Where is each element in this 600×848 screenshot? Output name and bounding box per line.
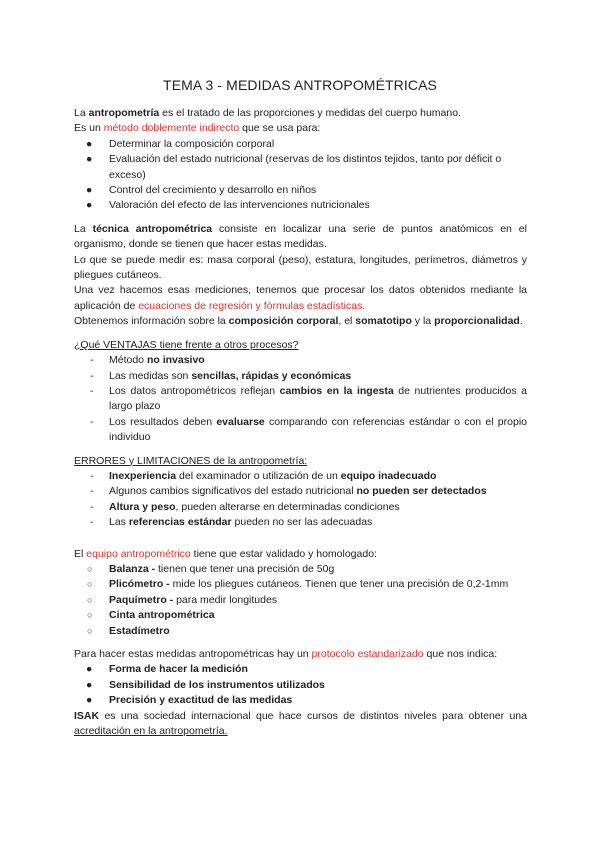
bullet-icon: ● <box>86 678 93 691</box>
text: La <box>74 222 93 235</box>
term-antropometria: antropometría <box>88 107 160 119</box>
text: Las <box>109 516 129 529</box>
text: que se usa para: <box>239 122 321 135</box>
text: que nos indica: <box>423 648 498 660</box>
equipo-paragraph <box>74 547 527 562</box>
dash-icon: - <box>90 516 94 529</box>
list-item <box>74 562 527 577</box>
bullet-icon: ● <box>86 694 93 707</box>
text: tiene que estar validado y homologado: <box>190 547 377 560</box>
list-item <box>74 577 527 592</box>
bold-text: no invasivo <box>146 354 205 367</box>
text: El <box>74 547 87 560</box>
bullet-icon: ● <box>86 137 93 150</box>
text: consiste en localizar una serie de puntos anatómicos en el organismo, donde se tienen que hacer estas medidas. <box>74 222 527 251</box>
text: es una sociedad internacional que hace cursos de distintos niveles para obtener una <box>99 709 527 722</box>
text: mide los pliegues cutáneos. Tienen que tener una precisión de 0,2-1mm <box>172 578 509 591</box>
text: Para hacer estas medidas antropométricas hay un <box>74 648 312 660</box>
dash-icon: - <box>90 369 94 382</box>
ventajas-heading <box>74 338 527 353</box>
list-item <box>74 662 527 677</box>
uses-list <box>74 137 527 214</box>
text: Los datos antropométricos reflejan <box>109 384 280 397</box>
bold-text: equipo inadecuado <box>340 469 437 482</box>
protocolo-list <box>74 662 527 708</box>
list-item <box>74 384 527 415</box>
circle-bullet-icon: ○ <box>87 610 93 621</box>
document-body <box>74 106 527 739</box>
term-tecnica: técnica antropométrica <box>92 222 213 235</box>
dash-icon: - <box>90 384 94 397</box>
text: . <box>519 315 523 328</box>
dash-icon: - <box>90 354 94 367</box>
bold-text: no pueden ser detectados <box>356 485 487 498</box>
text: para medir longitudes <box>176 593 278 606</box>
highlight-ecuaciones: ecuaciones de regresión y fórmulas estadísticas. <box>138 299 366 312</box>
text: Una vez hacemos esas mediciones, tenemos que procesar los datos obtenidos mediante la aplicación de <box>74 284 527 312</box>
list-item <box>74 415 527 446</box>
list-item <box>74 137 527 152</box>
ventajas-list <box>74 353 527 445</box>
equipo-list <box>74 562 527 639</box>
bold-text: Cinta antropométrica <box>109 609 215 622</box>
text: La <box>74 107 89 119</box>
list-item <box>74 469 527 484</box>
list-item <box>74 369 527 384</box>
list-item <box>74 608 527 623</box>
highlight-protocolo: protocolo estandarizado <box>311 648 424 660</box>
list-item <box>74 515 527 530</box>
bold-text: referencias estándar <box>128 516 232 529</box>
list-item <box>74 500 527 515</box>
intro-method <box>74 121 527 136</box>
highlight-metodo: método doblemente indirecto <box>103 122 240 135</box>
circle-bullet-icon: ○ <box>87 579 93 590</box>
medir-paragraph: Lo que se puede medir es: masa corporal (peso), estatura, longitudes, perímetros, diámetros y pliegues cutáneos. <box>74 253 527 282</box>
list-item <box>74 678 527 693</box>
dash-icon: - <box>90 485 94 498</box>
text: Método <box>109 354 147 367</box>
errores-list <box>74 469 527 531</box>
bullet-icon: ● <box>86 153 93 166</box>
text: Valoración del efecto de las intervenciones nutricionales <box>109 199 370 212</box>
bold-text: Plicómetro - <box>109 578 173 591</box>
dash-icon: - <box>90 469 94 482</box>
procesar-paragraph <box>74 283 527 314</box>
bold-text: Altura y peso <box>109 500 176 513</box>
text: , el <box>338 315 356 328</box>
text: Determinar la composición corporal <box>109 137 275 150</box>
bullet-icon: ● <box>86 663 93 676</box>
text: del examinador o utilización de un <box>176 469 341 482</box>
intro-definition <box>74 106 527 121</box>
highlight-equipo: equipo antropométrico <box>86 547 191 560</box>
bold-text: Inexperiencia <box>109 469 177 482</box>
text: Las medidas son <box>109 369 192 382</box>
text: de nutrientes producidos a largo plazo <box>109 384 527 413</box>
bold-text: Balanza - <box>109 562 159 575</box>
heading-text: ¿Qué VENTAJAS tiene frente a otros procesos? <box>74 338 299 351</box>
term-proporcionalidad: proporcionalidad <box>434 315 520 328</box>
tecnica-paragraph <box>74 222 527 253</box>
bold-text: evaluarse <box>216 415 265 428</box>
text: Control del crecimiento y desarrollo en niños <box>109 184 317 197</box>
protocolo-paragraph <box>74 647 527 662</box>
list-item <box>74 484 527 499</box>
bold-text: Sensibilidad de los instrumentos utilizados <box>109 678 325 691</box>
circle-bullet-icon: ○ <box>87 563 93 574</box>
text: Es un <box>74 122 104 135</box>
text: Los resultados deben <box>109 415 217 428</box>
dash-icon: - <box>90 415 94 428</box>
circle-bullet-icon: ○ <box>87 625 93 636</box>
text: comparando con referencias estándar o con el propio individuo <box>109 415 527 444</box>
list-item <box>74 693 527 708</box>
list-item <box>74 593 527 608</box>
list-item <box>74 183 527 198</box>
text: y la <box>411 315 435 328</box>
text: , pueden alterarse en determinadas condiciones <box>175 500 400 513</box>
list-item <box>74 624 527 639</box>
bold-text: Estadímetro <box>109 624 170 637</box>
bold-text: Forma de hacer la medición <box>109 663 248 676</box>
errores-heading <box>74 454 527 469</box>
bold-text: cambios en la ingesta <box>279 384 394 397</box>
bullet-icon: ● <box>86 199 93 212</box>
bold-text: Paquímetro - <box>109 593 177 606</box>
bold-text: sencillas, rápidas y económicas <box>191 369 352 382</box>
page-title: TEMA 3 - MEDIDAS ANTROPOMÉTRICAS <box>163 77 437 93</box>
heading-text: ERRORES y LIMITACIONES de la antropometría: <box>74 454 308 467</box>
text: Evaluación del estado nutricional (reservas de los distintos tejidos, tanto por déficit o exceso) <box>109 153 502 181</box>
isak-paragraph <box>74 709 527 740</box>
list-item <box>74 198 527 213</box>
circle-bullet-icon: ○ <box>87 594 93 605</box>
term-isak: ISAK <box>74 709 100 722</box>
text: Algunos cambios significativos del estado nutricional <box>109 485 357 498</box>
dash-icon: - <box>90 500 94 513</box>
underlined-text: acreditación en la antropometría. <box>74 725 228 738</box>
bold-text: Precisión y exactitud de las medidas <box>109 694 293 707</box>
term-composicion: composición corporal <box>228 315 339 328</box>
text: tienen que tener una precisión de 50g <box>158 562 335 575</box>
text: Obtenemos información sobre la <box>74 315 229 328</box>
term-somatotipo: somatotipo <box>355 315 412 328</box>
text: pueden no ser las adecuadas <box>231 516 373 529</box>
text: es el tratado de las proporciones y medidas del cuerpo humano. <box>159 107 461 119</box>
list-item <box>74 152 527 183</box>
bullet-icon: ● <box>86 184 93 197</box>
informacion-paragraph <box>74 314 527 329</box>
list-item <box>74 353 527 368</box>
